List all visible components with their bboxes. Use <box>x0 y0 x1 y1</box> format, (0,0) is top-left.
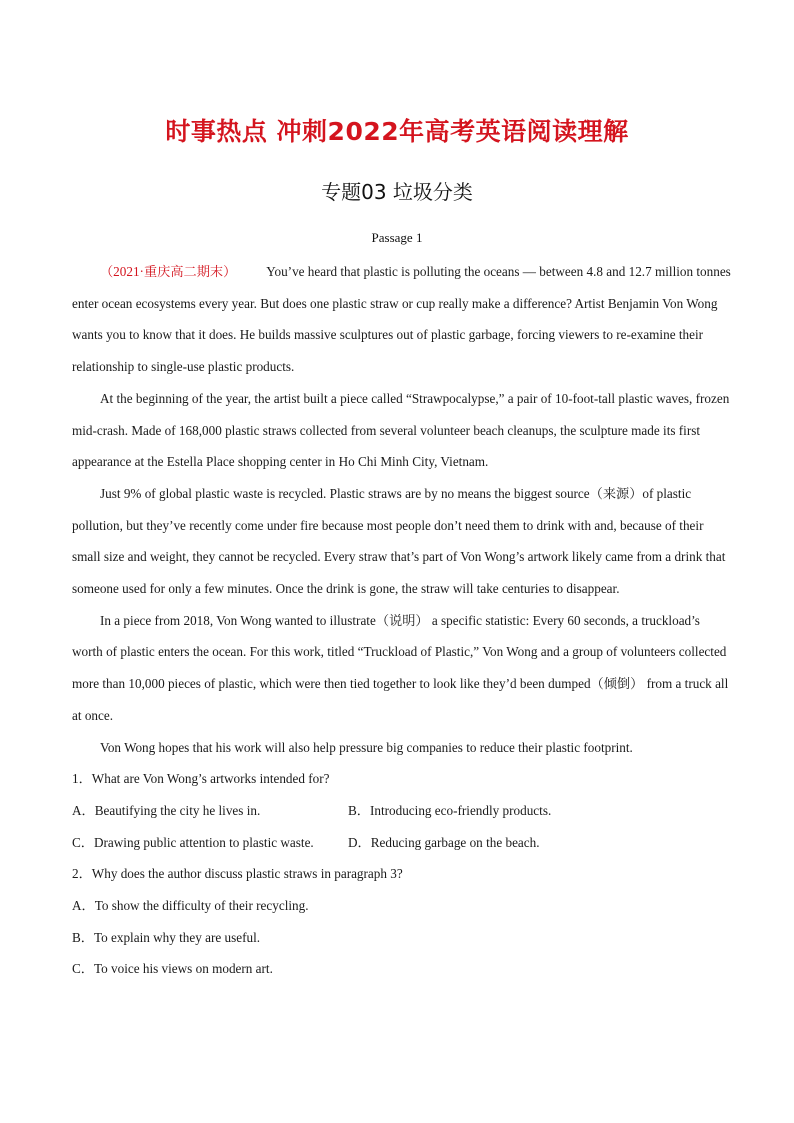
question-1-option-a: A．Beautifying the city he lives in. <box>72 802 261 818</box>
paragraph-text: You’ve heard that plastic is polluting the oceans — between 4.8 and 12.7 million tonnes enter ocean ecosystems every year. But does one plastic straw or cup really make a difference? Artist Benjamin Von Wong wants you to know that it does. He builds massive sculptures out of plastic garbage, forcing viewers to re-examine their relationship to single-use plastic products. <box>72 264 731 375</box>
question-1-option-b: B．Introducing eco-friendly products. <box>348 802 552 818</box>
source-tag: （2021·重庆高二期末） <box>100 264 237 279</box>
passage-paragraph-1 <box>72 256 732 383</box>
question-2-option-b: B．To explain why they are useful. <box>72 929 261 945</box>
document-subtitle: 专题03 垃圾分类 <box>321 180 473 204</box>
passage-paragraph-5: Von Wong hopes that his work will also help pressure big companies to reduce their plastic footprint. <box>100 739 633 755</box>
passage-paragraph-2: At the beginning of the year, the artist built a piece called “Strawpocalypse,” a pair of 10-foot-tall plastic waves, frozen mid-crash. Made of 168,000 plastic straws collected from several volunteer beach cleanups, the sculpture made its first appearance at the Estella Place shopping center in Ho Chi Minh City, Vietnam. <box>72 390 730 470</box>
passage-label: Passage 1 <box>371 230 423 245</box>
question-2-option-c: C．To voice his views on modern art. <box>72 961 273 977</box>
question-1-stem: 1．What are Von Wong’s artworks intended for? <box>72 771 330 787</box>
question-2-stem: 2．Why does the author discuss plastic straws in paragraph 3? <box>72 866 403 882</box>
question-1-options-row-2 <box>72 827 732 859</box>
question-1-option-d: D．Reducing garbage on the beach. <box>348 834 540 850</box>
document-title: 时事热点 冲刺2022年高考英语阅读理解 <box>165 117 629 146</box>
document-body <box>72 256 732 985</box>
passage-paragraph-4: In a piece from 2018, Von Wong wanted to illustrate（说明） a specific statistic: Every 60 seconds, a truckload’s worth of plastic enters the ocean. For this work, titled “Truckload of Plastic,” Von Wong and a group of volunteers collected more than 10,000 pieces of plastic, which were then tied together to look like they’d been dumped（倾倒） from a truck all at once. <box>72 612 729 723</box>
question-2-option-a: A．To show the difficulty of their recycling. <box>72 898 309 914</box>
question-1-option-c: C．Drawing public attention to plastic waste. <box>72 834 314 850</box>
question-1-options-row-1 <box>72 795 732 827</box>
passage-paragraph-3: Just 9% of global plastic waste is recycled. Plastic straws are by no means the biggest source（来源）of plastic pollution, but they’ve recently come under fire because most people don’t need them to drink with and, because of their small size and weight, they cannot be recycled. Every straw that’s part of Von Wong’s artwork likely came from a drink that someone used for only a few minutes. Once the drink is gone, the straw will take centuries to disappear. <box>72 485 726 597</box>
